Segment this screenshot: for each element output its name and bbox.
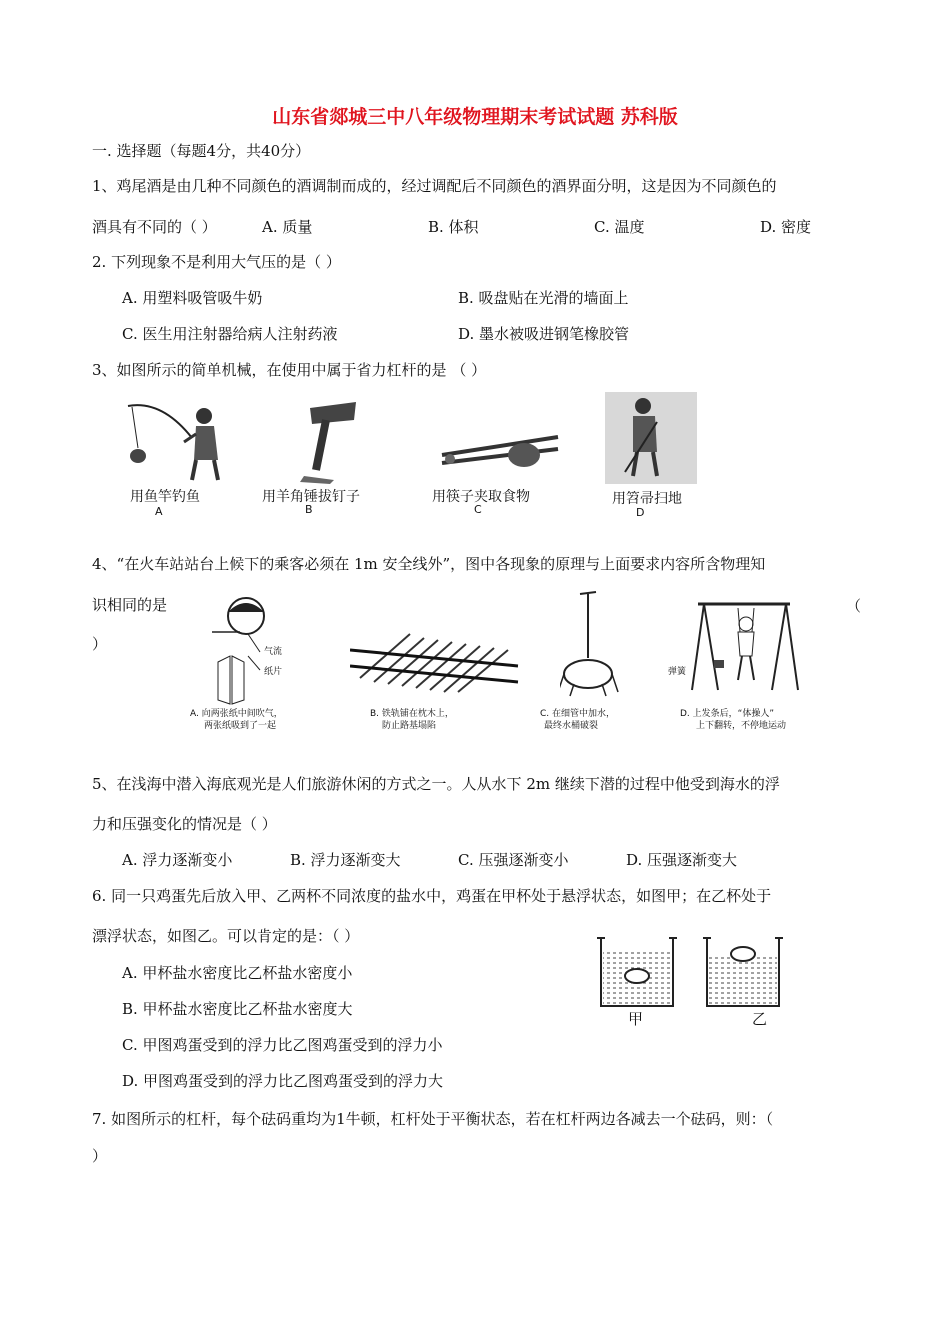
q6-line1: 6. 同一只鸡蛋先后放入甲、乙两杯不同浓度的盐水中，鸡蛋在甲杯处于悬浮状态，如图甲；在乙杯处于 (92, 887, 772, 905)
q1-option-c: C. 温度 (594, 218, 645, 236)
q4-caption-a-line2: 两张纸吸到了一起 (204, 721, 277, 731)
q4-caption-b-line1: B. 铁轨铺在枕木上， (370, 709, 454, 719)
q3-caption-b: 用羊角锤拔钉子 (262, 489, 360, 505)
q6-option-b: B. 甲杯盐水密度比乙杯盐水密度大 (122, 1000, 353, 1018)
q4-caption-a-line1: A. 向两张纸中间吹气， (190, 709, 283, 719)
q4-caption-d-line2: 上下翻转，不停地运动 (696, 721, 787, 731)
q3-letter-d: D (636, 506, 645, 519)
q4-caption-d-line1: D. 上发条后，“体操人” (680, 709, 774, 719)
sweeping-figure (605, 392, 697, 484)
q3-stem: 3、如图所示的简单机械，在使用中属于省力杠杆的是 （ ） (92, 361, 487, 379)
q5-line1: 5、在浅海中潜入海底观光是人们旅游休闲的方式之一。人从水下 2m 继续下潜的过程中他受到海水的浮 (92, 775, 780, 793)
section-heading: 一. 选择题（每题4分，共40分） (92, 142, 311, 160)
q6-option-a: A. 甲杯盐水密度比乙杯盐水密度小 (122, 964, 353, 982)
railway-track-figure (350, 622, 520, 694)
q3-letter-b: B (305, 503, 313, 516)
q5-option-b: B. 浮力逐渐变大 (290, 851, 401, 869)
q4-caption-c-line2: 最终水桶破裂 (544, 721, 599, 731)
claw-hammer-figure (290, 398, 370, 484)
q7-line2: ） (92, 1147, 108, 1165)
q5-option-c: C. 压强逐渐变小 (458, 851, 569, 869)
q4-caption-b-line2: 防止路基塌陷 (382, 721, 437, 731)
q2-option-d: D. 墨水被吸进钢笔橡胶管 (458, 325, 630, 343)
q5-line2: 力和压强变化的情况是（ ） (92, 815, 277, 833)
q1-option-b: B. 体积 (428, 218, 479, 236)
q6-option-d: D. 甲图鸡蛋受到的浮力比乙图鸡蛋受到的浮力大 (122, 1072, 444, 1090)
q5-option-d: D. 压强逐渐变大 (626, 851, 738, 869)
q4-label-spring: 弹簧 (668, 667, 687, 677)
gymnast-toy-figure (690, 596, 800, 696)
q4-label-airflow: 气流 (264, 647, 283, 657)
barrel-tube-figure (560, 588, 630, 698)
q3-letter-c: C (474, 503, 482, 516)
q5-option-a: A. 浮力逐渐变小 (122, 851, 233, 869)
q2-option-a: A. 用塑料吸管吸牛奶 (122, 289, 263, 307)
q7-line1: 7. 如图所示的杠杆，每个砝码重均为1牛顿，杠杆处于平衡状态，若在杠杆两边各减去一个砝码，则：（ (92, 1110, 774, 1128)
fishing-figure (122, 398, 222, 484)
cup-label-jia: 甲 (628, 1010, 644, 1028)
chopsticks-figure (438, 425, 563, 475)
q4-line2: 识相同的是 (92, 596, 168, 614)
cup-label-yi: 乙 (752, 1010, 768, 1028)
q6-line2: 漂浮状态，如图乙。可以肯定的是：（ ） (92, 927, 360, 945)
q1-option-d: D. 密度 (760, 218, 812, 236)
q3-letter-a: A (155, 505, 163, 518)
q2-option-b: B. 吸盘贴在光滑的墙面上 (458, 289, 629, 307)
q4-label-paper: 纸片 (264, 667, 283, 677)
q2-option-c: C. 医生用注射器给病人注射药液 (122, 325, 338, 343)
q4-caption-c-line1: C. 在细管中加水， (540, 709, 616, 719)
q1-line2: 酒具有不同的（ ） (92, 218, 217, 236)
q2-stem: 2. 下列现象不是利用大气压的是（ ） (92, 253, 341, 271)
q1-line1: 1、鸡尾酒是由几种不同颜色的酒调制而成的，经过调配后不同颜色的酒界面分明，这是因为不同颜色的 (92, 177, 777, 195)
q3-caption-c: 用筷子夹取食物 (432, 489, 530, 505)
blowing-paper-figure (200, 596, 310, 706)
q3-caption-d: 用笤帚扫地 (612, 491, 682, 507)
q6-option-c: C. 甲图鸡蛋受到的浮力比乙图鸡蛋受到的浮力小 (122, 1036, 443, 1054)
q4-line1: 4、“在火车站站台上候下的乘客必须在 1m 安全线外”，图中各现象的原理与上面要求内容所含物理知 (92, 555, 766, 573)
q1-option-a: A. 质量 (262, 218, 313, 236)
q4-paren-open: （ (846, 597, 862, 615)
q3-caption-a: 用鱼竿钓鱼 (130, 489, 200, 505)
q4-paren-close: ） (92, 635, 108, 653)
page-title: 山东省郯城三中八年级物理期末考试试题 苏科版 (272, 106, 678, 128)
